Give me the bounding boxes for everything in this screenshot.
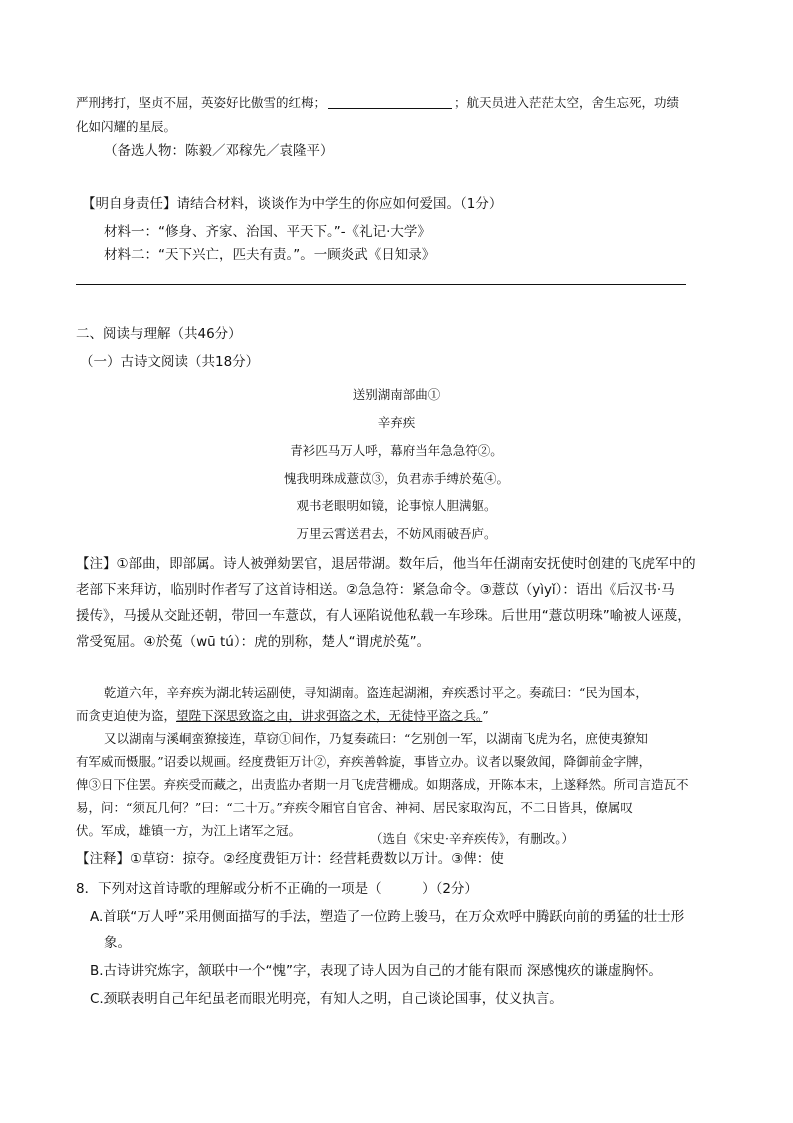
prose-line: 有军威而慑服。”诏委以规画。经度费钜万计②，弃疾善斡旋，事皆立办。议者以聚敛闻，降御前金字牌， xyxy=(76,754,652,769)
answer-line[interactable] xyxy=(76,284,686,285)
intro-text-b: ；航天员进入茫茫太空，舍生忘死，功绩 xyxy=(454,95,680,110)
poem-line: 观书老眼明如镜，论事惊人胆满躯。 xyxy=(296,498,497,513)
question-stem: 8．下列对这首诗歌的理解或分析不正确的一项是（ ）（2分） xyxy=(76,881,478,897)
section-title: 二、阅读与理解（共46分） xyxy=(76,326,242,342)
prose-line: 乾道六年，辛弃疾为湖北转运副使，寻知湖南。盗连起湖湘，弃疾悉讨平之。奏疏曰：“民为国本， xyxy=(104,685,648,700)
poem-line: 愧我明珠成薏苡③，负君赤手缚於菟④。 xyxy=(283,471,509,486)
prose-text: ” xyxy=(482,708,489,723)
intro-text-a: 严刑拷打，坚贞不屈，英姿好比傲雪的红梅； xyxy=(76,95,327,110)
intro-line-1 xyxy=(76,93,679,111)
prose-line: 俾③日下住罢。弃疾受而藏之，出责监办者期一月飞虎营栅成。如期落成，开陈本末，上遂释然。所司言造瓦不 xyxy=(76,777,689,792)
duty-prompt: 【明自身责任】请结合材料，谈谈作为中学生的你应如何爱国。（1分） xyxy=(82,196,503,212)
intro-line-2: 化如闪耀的星辰。 xyxy=(76,119,177,134)
poem-line: 青衫匹马万人呼，幕府当年急急符②。 xyxy=(290,443,503,458)
note-line: 【注】①部曲，即部属。诗人被弹劾罢官，退居带湖。数年后，他当年任湖南安抚使时创建的飞虎军中的 xyxy=(76,556,696,572)
prose-source: （选自《宋史·辛弃疾传》，有删改。） xyxy=(370,831,574,846)
note-line: 常受冤屈。④於菟（wū tú）：虎的别称，楚人“谓虎於菟”。 xyxy=(76,634,431,650)
poem-title: 送别湖南部曲① xyxy=(352,387,441,402)
prose-line: 易，问：“须瓦几何？”曰：“二十万。”弃疾令厢官自官舍、神祠、居民家取沟瓦，不二日皆具，僚属叹 xyxy=(76,800,633,815)
poem-line: 万里云霄送君去，不妨风雨破吾庐。 xyxy=(296,526,497,541)
underlined-sentence: 望陛下深思致盗之由，讲求弭盗之术，无徒恃平盗之兵。 xyxy=(176,708,483,723)
note-line: 老部下来拜访，临别时作者写了这首诗相送。②急急符：紧急命令。③薏苡（yìyǐ）：语出《后汉书·马 xyxy=(76,582,675,598)
material-2: 材料二：“天下兴亡，匹夫有责。”。一顾炎武《日知录》 xyxy=(104,247,436,263)
option-c[interactable]: C.颈联表明自己年纪虽老而眼光明亮，有知人之明，自己谈论国事，仗义执言。 xyxy=(90,991,563,1007)
prose-line: 伏。军成，雄镇一方，为江上诸军之冠。 xyxy=(76,823,302,838)
prose-line: 又以湖南与溪峒蛮獠接连，草窃①间作，乃复奏疏曰：“乞别创一军，以湖南飞虎为名，庶使夷獠知 xyxy=(104,731,648,746)
candidate-list: （备选人物：陈毅／邓稼先／袁隆平） xyxy=(104,143,334,159)
option-a-cont: 象。 xyxy=(104,935,131,951)
answer-blank[interactable] xyxy=(328,96,452,109)
prose-line xyxy=(76,706,489,724)
material-1: 材料一：“修身、齐家、治国、平天下。”-《礼记·大学》 xyxy=(104,224,431,240)
option-a[interactable]: A.首联“万人呼”采用侧面描写的手法，塑造了一位跨上骏马，在万众欢呼中腾跃向前的勇猛的壮士形 xyxy=(90,909,685,925)
section-subtitle: （一）古诗文阅读（共18分） xyxy=(80,354,260,370)
poem-author: 辛弃疾 xyxy=(377,415,416,430)
option-b[interactable]: B.古诗讲究炼字，颔联中一个“愧”字，表现了诗人因为自己的才能有限而 深感愧疚的谦虚胸怀。 xyxy=(90,963,662,979)
prose-text: 而贪吏迫使为盗， xyxy=(76,708,177,723)
annotation-line: 【注释】①草窃：掠夺。②经度费钜万计：经营耗费数以万计。③俾：使 xyxy=(76,851,504,867)
note-line: 援传》，马援从交趾还朝，带回一车薏苡，有人诬陷说他私载一车珍珠。后世用“薏苡明珠”喻被人诬蔑， xyxy=(76,608,691,624)
